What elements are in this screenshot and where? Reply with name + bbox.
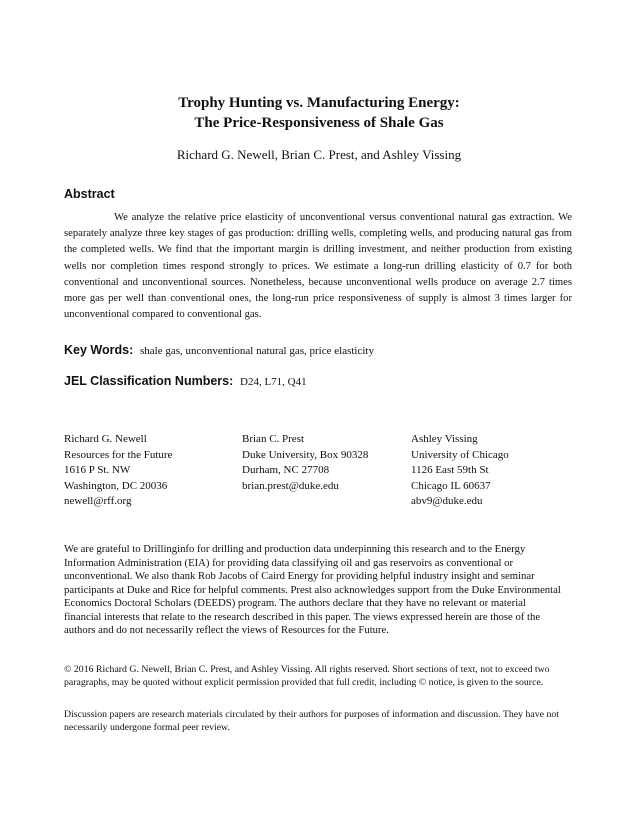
address-line: Chicago IL 60637 [411,479,491,492]
author-address-newell [64,432,172,510]
keywords-value: shale gas, unconventional natural gas, price elasticity [139,345,374,357]
address-line: Washington, DC 20036 [64,479,168,492]
paper-title-line-2: The Price-Responsiveness of Shale Gas [194,115,444,131]
address-line: University of Chicago [411,448,509,461]
acknowledgment-paragraph: We are grateful to Drillinginfo for drilling and production data underpinning this research and to the Energy Information Administration (EIA) for providing data classifying oil and gas reservoirs as conventional or unconventional. We also thank Rob Jacobs of Caird Energy for providing helpful industry insight and seminar participants at Duke and Rice for helpful comments. Prest also acknowledges support from the Duke Environmental Economics Doctoral Scholars (DEEDS) program. The authors declare that they have no relevant or material financial interests that relate to the research described in this paper. The views expressed herein are those of the authors and do not necessarily reflect the views of Resources for the Future. [64,543,561,636]
abstract-heading: Abstract [64,187,115,201]
address-line: Brian C. Prest [242,433,305,445]
author-address-prest [242,432,368,494]
jel-line [64,374,307,388]
address-line: Richard G. Newell [64,433,147,445]
discussion-paper-disclaimer: Discussion papers are research materials circulated by their authors for purposes of information and discussion. They have not necessarily undergone formal peer review. [64,709,559,734]
address-line: 1126 East 59th St [411,464,489,476]
address-email: brian.prest@duke.edu [242,479,339,492]
keywords-line [64,343,374,357]
address-line: Ashley Vissing [411,433,478,445]
address-line: Duke University, Box 90328 [242,448,369,461]
address-email: newell@rff.org [64,495,132,507]
author-list: Richard G. Newell, Brian C. Prest, and Ashley Vissing [176,147,462,162]
address-line: Resources for the Future [64,448,173,461]
keywords-label: Key Words: [64,343,134,357]
jel-label: JEL Classification Numbers: [64,374,234,388]
jel-value: D24, L71, Q41 [240,376,307,388]
abstract-text: We analyze the relative price elasticity of unconventional versus conventional natural gas extraction. We separately analyze three key stages of gas production: drilling wells, completing wells, and producing natural gas from the completed wells. We find that the important margin is drilling investment, and neither production from existing wells nor completion times respond strongly to prices. We estimate a long-run drilling elasticity of 0.7 for both conventional and unconventional sources. Nonetheless, because unconventional wells produce on average 2.7 times more gas per well than conventional ones, the long-run price responsiveness of supply is almost 3 times larger for unconventional compared to conventional gas. [64,212,572,321]
author-address-vissing [411,432,509,510]
address-line: 1616 P St. NW [64,464,131,476]
paper-title-line-1: Trophy Hunting vs. Manufacturing Energy: [178,95,460,111]
address-email: abv9@duke.edu [411,495,483,507]
address-line: Durham, NC 27708 [242,464,330,476]
copyright-notice: © 2016 Richard G. Newell, Brian C. Prest, and Ashley Vissing. All rights reserved. Short sections of text, not to exceed two paragraphs, may be quoted without explicit permission provided that full credit, including © notice, is given to the source. [64,664,550,689]
